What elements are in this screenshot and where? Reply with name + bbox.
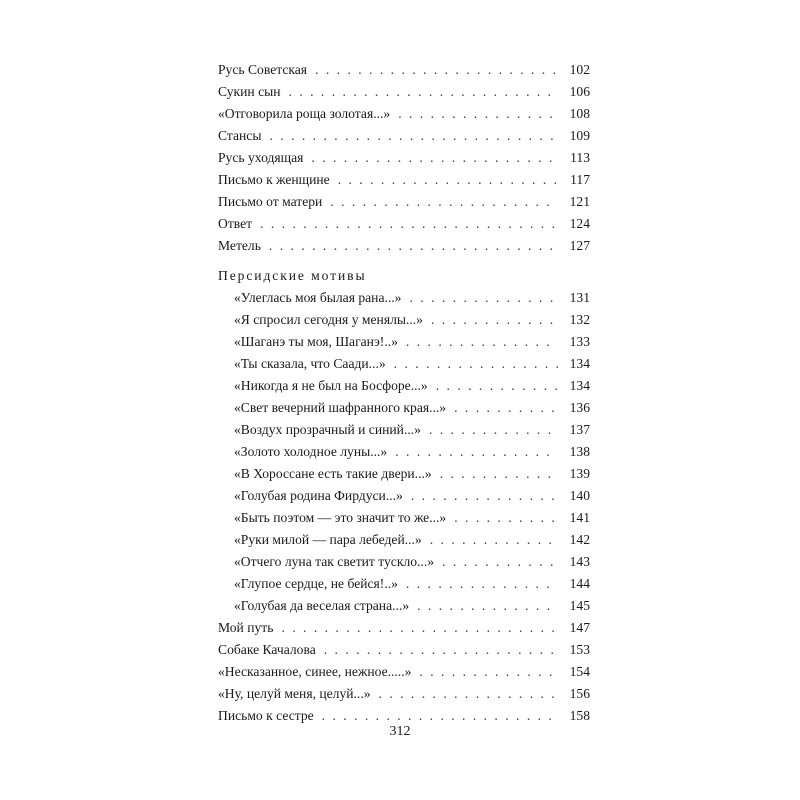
toc-entry: [218, 485, 590, 507]
dot-leader: [260, 213, 558, 235]
toc-entry-title: Письмо от матери: [218, 194, 323, 209]
toc-entry: [218, 125, 590, 147]
toc-entry-title: «Отговорила роща золотая...»: [218, 106, 391, 121]
dot-leader: [411, 485, 558, 507]
toc-entry-page: 143: [569, 554, 590, 569]
toc-entry: [218, 103, 590, 125]
toc-entry: [218, 331, 590, 353]
dot-leader: [269, 125, 558, 147]
dot-leader: [454, 507, 558, 529]
dot-leader: [281, 617, 558, 639]
toc-entry: [218, 191, 590, 213]
toc-entry-title: «Улеглась моя былая рана...»: [234, 290, 402, 305]
toc-entry: [218, 309, 590, 331]
toc-entry: [218, 683, 590, 705]
dot-leader: [311, 147, 558, 169]
toc-entry-page: 106: [569, 84, 590, 99]
toc-entry-title: Письмо к женщине: [218, 172, 330, 187]
toc-entry: [218, 375, 590, 397]
toc-entry-page: 133: [569, 334, 590, 349]
dot-leader: [289, 81, 558, 103]
toc-bottom-list: [218, 617, 590, 727]
toc-entry: [218, 529, 590, 551]
toc-entry-page: 132: [569, 312, 590, 327]
dot-leader: [315, 59, 558, 81]
toc-entry-page: 137: [569, 422, 590, 437]
toc-entry: [218, 573, 590, 595]
toc-entry: [218, 551, 590, 573]
toc-entry-page: 131: [569, 290, 590, 305]
dot-leader: [429, 419, 558, 441]
toc-entry: [218, 397, 590, 419]
toc-entry-title: «Несказанное, синее, нежное.....»: [218, 664, 412, 679]
toc-entry: [218, 59, 590, 81]
toc-entry-title: «Воздух прозрачный и синий...»: [234, 422, 421, 437]
dot-leader: [395, 441, 558, 463]
toc-entry-title: Ответ: [218, 216, 253, 231]
toc-entry: [218, 419, 590, 441]
dot-leader: [269, 235, 558, 257]
toc-entry-title: «Голубая родина Фирдуси...»: [234, 488, 403, 503]
section-gap: [218, 257, 590, 265]
toc-entry-page: 124: [569, 216, 590, 231]
dot-leader: [406, 331, 558, 353]
toc-entry-title: «Отчего луна так светит тускло...»: [234, 554, 435, 569]
toc-entry-title: «В Хороссане есть такие двери...»: [234, 466, 432, 481]
toc-entry-page: 102: [569, 62, 590, 77]
dot-leader: [431, 309, 558, 331]
toc-top-list: [218, 59, 590, 257]
toc-entry-title: Русь Советская: [218, 62, 308, 77]
page-number: 312: [389, 724, 411, 739]
toc-entry: [218, 617, 590, 639]
toc-entry-title: Стансы: [218, 128, 262, 143]
toc-entry: [218, 287, 590, 309]
toc-entry-title: Собаке Качалова: [218, 642, 316, 657]
toc-entry: [218, 661, 590, 683]
toc-entry-page: 158: [569, 708, 590, 723]
toc-entry-title: Мой путь: [218, 620, 274, 635]
toc-entry-page: 154: [569, 664, 590, 679]
toc-entry-page: 138: [569, 444, 590, 459]
toc-entry: [218, 235, 590, 257]
toc-entry-title: «Шаганэ ты моя, Шаганэ!..»: [234, 334, 398, 349]
toc-entry-page: 108: [569, 106, 590, 121]
toc-entry-page: 142: [569, 532, 590, 547]
toc-entry-title: Русь уходящая: [218, 150, 304, 165]
toc-entry: [218, 507, 590, 529]
toc-entry: [218, 441, 590, 463]
toc-entry-page: 139: [569, 466, 590, 481]
dot-leader: [330, 191, 558, 213]
toc-entry-page: 117: [570, 172, 590, 187]
toc-entry-page: 145: [569, 598, 590, 613]
dot-leader: [419, 661, 558, 683]
table-of-contents: [218, 59, 590, 727]
dot-leader: [436, 375, 558, 397]
toc-entry-title: «Глупое сердце, не бейся!..»: [234, 576, 398, 591]
toc-entry-page: 147: [569, 620, 590, 635]
toc-entry-page: 136: [569, 400, 590, 415]
toc-entry-title: «Быть поэтом — это значит то же...»: [234, 510, 447, 525]
toc-entry-title: «Я спросил сегодня у менялы...»: [234, 312, 423, 327]
toc-entry: [218, 463, 590, 485]
dot-leader: [406, 573, 558, 595]
toc-entry-title: «Руки милой — пара лебедей...»: [234, 532, 422, 547]
dot-leader: [440, 463, 558, 485]
toc-entry: [218, 353, 590, 375]
toc-entry-title: «Ты сказала, что Саади...»: [234, 356, 386, 371]
toc-entry-title: «Голубая да веселая страна...»: [234, 598, 410, 613]
toc-section-list: [218, 287, 590, 617]
dot-leader: [430, 529, 558, 551]
toc-entry-page: 141: [569, 510, 590, 525]
toc-entry: [218, 81, 590, 103]
dot-leader: [454, 397, 558, 419]
toc-entry-page: 134: [569, 378, 590, 393]
toc-entry-title: «Свет вечерний шафранного края...»: [234, 400, 447, 415]
toc-entry-title: Сукин сын: [218, 84, 281, 99]
dot-leader: [379, 683, 558, 705]
section-heading: Персидские мотивы: [218, 268, 367, 283]
toc-entry: [218, 639, 590, 661]
toc-entry-page: 156: [569, 686, 590, 701]
toc-entry-page: 109: [569, 128, 590, 143]
dot-leader: [394, 353, 558, 375]
dot-leader: [398, 103, 558, 125]
toc-entry-title: «Золото холодное луны...»: [234, 444, 388, 459]
toc-entry-title: Письмо к сестре: [218, 708, 314, 723]
toc-entry-page: 134: [569, 356, 590, 371]
toc-entry-page: 127: [569, 238, 590, 253]
toc-entry: [218, 595, 590, 617]
toc-entry-page: 121: [569, 194, 590, 209]
toc-entry-title: «Ну, целуй меня, целуй...»: [218, 686, 371, 701]
toc-entry: [218, 147, 590, 169]
toc-entry-page: 153: [569, 642, 590, 657]
dot-leader: [409, 287, 558, 309]
toc-entry: [218, 213, 590, 235]
toc-entry-page: 113: [570, 150, 590, 165]
dot-leader: [442, 551, 558, 573]
toc-entry: [218, 169, 590, 191]
toc-entry-title: Метель: [218, 238, 261, 253]
dot-leader: [338, 169, 558, 191]
toc-entry-page: 140: [569, 488, 590, 503]
toc-entry-title: «Никогда я не был на Босфоре...»: [234, 378, 428, 393]
toc-entry-page: 144: [569, 576, 590, 591]
dot-leader: [324, 639, 558, 661]
dot-leader: [417, 595, 558, 617]
